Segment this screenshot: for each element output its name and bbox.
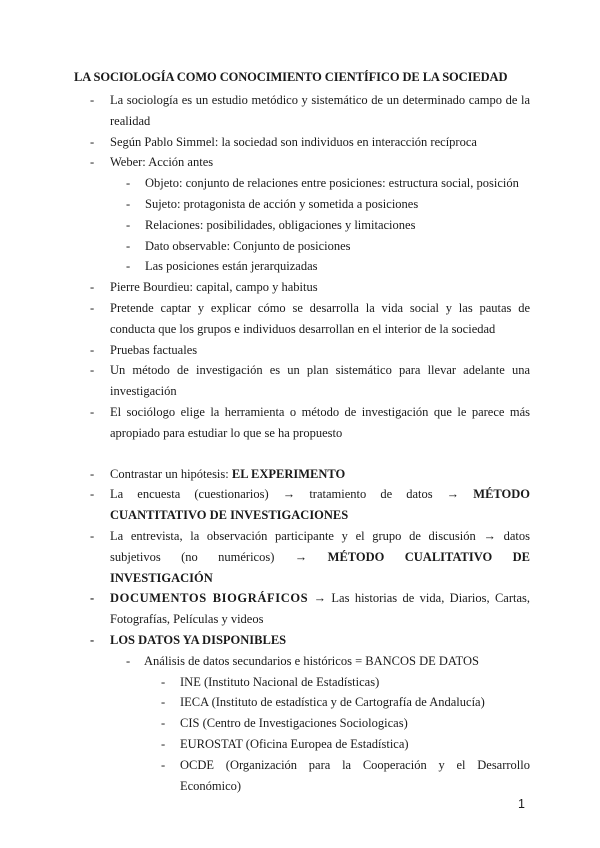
sub-list-item: - Análisis de datos secundarios e históricos = BANCOS DE DATOS	[126, 653, 479, 668]
spacer	[90, 444, 530, 464]
data-bank-item: - EUROSTAT (Oficina Europea de Estadística)	[161, 736, 409, 751]
sub-list-item: - Las posiciones están jerarquizadas	[126, 259, 318, 274]
list-item: - Un método de investigación es un plan sistemático para llevar adelante una investigación	[90, 363, 530, 399]
method-item-survey: - La encuesta (cuestionarios) → tratamiento de datos → MÉTODO CUANTITATIVO DE INVESTIGACIONES	[90, 487, 530, 523]
page-title: LA SOCIOLOGÍA COMO CONOCIMIENTO CIENTÍFICO DE LA SOCIEDAD	[74, 70, 508, 84]
data-bank-item: - IECA (Instituto de estadística y de Cartografía de Andalucía)	[161, 695, 485, 710]
method-item-available-data: - LOS DATOS YA DISPONIBLES	[90, 632, 287, 647]
sub-list-item: - Relaciones: posibilidades, obligaciones y limitaciones	[126, 217, 416, 232]
page-number: 1	[518, 797, 525, 811]
list-item: - Pruebas factuales	[90, 342, 198, 357]
sub-list-item: - Sujeto: protagonista de acción y sometida a posiciones	[126, 196, 419, 211]
method-item-biographical: - DOCUMENTOS BIOGRÁFICOS → Las historias de vida, Diarios, Cartas, Fotografías, Películas y videos	[90, 591, 530, 627]
list-item: - Pierre Bourdieu: capital, campo y habitus	[90, 280, 318, 295]
content-list	[90, 90, 530, 796]
method-item-qualitative: - La entrevista, la observación participante y el grupo de discusión → datos subjetivos (no numéricos) → MÉTODO CUALITATIVO DE INVESTIGACIÓN	[90, 528, 530, 585]
data-bank-item: - CIS (Centro de Investigaciones Sociologicas)	[161, 716, 408, 731]
sub-list-item: - Objeto: conjunto de relaciones entre posiciones: estructura social, posición	[126, 176, 519, 191]
list-item: - El sociólogo elige la herramienta o método de investigación que le parece más apropiado para estudiar lo que se ha propuesto	[90, 404, 530, 440]
list-item: - Weber: Acción antes	[90, 155, 214, 170]
method-item-experiment: - Contrastar un hipótesis: EL EXPERIMENTO	[90, 466, 346, 481]
data-bank-item: - OCDE (Organización para la Cooperación y el Desarrollo Económico)	[161, 757, 530, 793]
data-bank-item: - INE (Instituto Nacional de Estadísticas)	[161, 674, 380, 689]
list-item: - La sociología es un estudio metódico y sistemático de un determinado campo de la realidad	[90, 93, 530, 128]
list-item: - Pretende captar y explicar cómo se desarrolla la vida social y las pautas de conducta que los grupos e individuos desarrollan en el interior de la sociedad	[90, 300, 530, 336]
list-item: - Según Pablo Simmel: la sociedad son individuos en interacción recíproca	[90, 134, 477, 149]
sub-list-item: - Dato observable: Conjunto de posiciones	[126, 238, 351, 253]
